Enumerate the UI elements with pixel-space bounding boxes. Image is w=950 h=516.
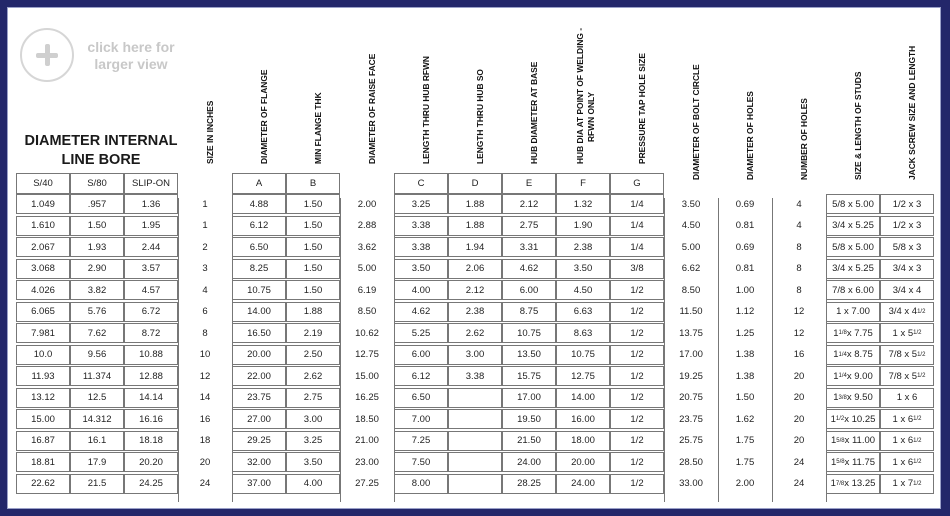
- cell-s40: 13.12: [16, 388, 70, 408]
- cell-d: 2.38: [448, 302, 502, 322]
- cell-hd: 1.75: [718, 431, 772, 451]
- cell-rf: 15.00: [340, 366, 394, 386]
- cell-hd: 0.69: [718, 237, 772, 257]
- cell-size: 18: [178, 431, 232, 451]
- cell-s40: 15.00: [16, 409, 70, 429]
- cell-nh: 16: [772, 345, 826, 365]
- cell-g: 1/2: [610, 323, 664, 343]
- column-separator: [772, 198, 773, 502]
- cell-size: 8: [178, 323, 232, 343]
- cell-slipon: 20.20: [124, 452, 178, 472]
- cell-jack: 5/8 x 3: [880, 237, 934, 257]
- cell-g: 1/2: [610, 366, 664, 386]
- cell-slipon: 1.36: [124, 194, 178, 214]
- cell-b: 4.00: [286, 474, 340, 494]
- subheader-s80: S/80: [70, 173, 124, 194]
- column-separator: [232, 198, 233, 502]
- cell-nh: 4: [772, 216, 826, 236]
- cell-s80: 17.9: [70, 452, 124, 472]
- header-number-holes: NUMBER OF HOLES: [799, 98, 809, 180]
- cell-hd: 0.81: [718, 216, 772, 236]
- cell-e: 6.00: [502, 280, 556, 300]
- cell-slipon: 3.57: [124, 259, 178, 279]
- column-separator: [664, 198, 665, 502]
- cell-a: 23.75: [232, 388, 286, 408]
- cell-b: 2.19: [286, 323, 340, 343]
- cell-a: 37.00: [232, 474, 286, 494]
- header-hub-base: HUB DIAMETER AT BASE: [529, 61, 539, 164]
- cell-stud: 1 1/2 x 10.25: [826, 409, 880, 429]
- header-min-flange-thk: MIN FLANGE THK: [313, 92, 323, 164]
- cell-hd: 1.62: [718, 409, 772, 429]
- cell-f: 2.38: [556, 237, 610, 257]
- cell-stud: 7/8 x 6.00: [826, 280, 880, 300]
- cell-stud: 1 5/8 x 11.75: [826, 452, 880, 472]
- header-hub-weld-line2: RFWN ONLY: [586, 92, 596, 142]
- cell-bc: 20.75: [664, 388, 718, 408]
- cell-bc: 8.50: [664, 280, 718, 300]
- cell-nh: 24: [772, 474, 826, 494]
- larger-view-line2[interactable]: larger view: [94, 56, 168, 72]
- cell-hd: 0.81: [718, 259, 772, 279]
- cell-size: 10: [178, 345, 232, 365]
- cell-f: 18.00: [556, 431, 610, 451]
- cell-e: 19.50: [502, 409, 556, 429]
- cell-c: 7.00: [394, 409, 448, 429]
- header-tap-hole: PRESSURE TAP HOLE SIZE: [637, 53, 647, 164]
- cell-s40: 3.068: [16, 259, 70, 279]
- cell-nh: 8: [772, 280, 826, 300]
- cell-s80: 2.90: [70, 259, 124, 279]
- cell-c: 6.12: [394, 366, 448, 386]
- cell-slipon: 18.18: [124, 431, 178, 451]
- cell-a: 22.00: [232, 366, 286, 386]
- cell-s40: 22.62: [16, 474, 70, 494]
- cell-bc: 13.75: [664, 323, 718, 343]
- cell-nh: 24: [772, 452, 826, 472]
- cell-s80: 1.50: [70, 216, 124, 236]
- cell-hd: 1.12: [718, 302, 772, 322]
- column-separator: [826, 198, 827, 502]
- cell-size: 20: [178, 452, 232, 472]
- cell-b: 2.75: [286, 388, 340, 408]
- cell-f: 1.90: [556, 216, 610, 236]
- cell-nh: 20: [772, 409, 826, 429]
- cell-d: [448, 431, 502, 451]
- cell-nh: 8: [772, 237, 826, 257]
- cell-c: 6.50: [394, 388, 448, 408]
- cell-e: 13.50: [502, 345, 556, 365]
- cell-a: 6.12: [232, 216, 286, 236]
- cell-s80: 11.374: [70, 366, 124, 386]
- subheader-s40: S/40: [16, 173, 70, 194]
- cell-a: 27.00: [232, 409, 286, 429]
- cell-nh: 8: [772, 259, 826, 279]
- cell-slipon: 8.72: [124, 323, 178, 343]
- cell-bc: 25.75: [664, 431, 718, 451]
- cell-s40: 1.049: [16, 194, 70, 214]
- cell-f: 4.50: [556, 280, 610, 300]
- cell-a: 16.50: [232, 323, 286, 343]
- column-separator: [178, 198, 179, 502]
- cell-rf: 16.25: [340, 388, 394, 408]
- cell-hd: 1.25: [718, 323, 772, 343]
- cell-nh: 12: [772, 302, 826, 322]
- subheader-d: D: [448, 173, 502, 194]
- cell-a: 8.25: [232, 259, 286, 279]
- cell-size: 14: [178, 388, 232, 408]
- larger-view-link[interactable]: [76, 39, 186, 73]
- cell-stud: 1 x 7.00: [826, 302, 880, 322]
- cell-s80: 14.312: [70, 409, 124, 429]
- cell-a: 6.50: [232, 237, 286, 257]
- cell-size: 24: [178, 474, 232, 494]
- cell-d: 2.06: [448, 259, 502, 279]
- cell-slipon: 2.44: [124, 237, 178, 257]
- cell-bc: 5.00: [664, 237, 718, 257]
- cell-size: 2: [178, 237, 232, 257]
- cell-a: 4.88: [232, 194, 286, 214]
- cell-stud: 1 7/8 x 13.25: [826, 474, 880, 494]
- cell-jack: 3/4 x 4 1/2: [880, 302, 934, 322]
- cell-jack: 1/2 x 3: [880, 194, 934, 214]
- subheader-slipon: SLIP-ON: [124, 173, 178, 194]
- cell-jack: 7/8 x 5 1/2: [880, 366, 934, 386]
- cell-b: 1.88: [286, 302, 340, 322]
- cell-s40: 18.81: [16, 452, 70, 472]
- cell-c: 6.00: [394, 345, 448, 365]
- cell-bc: 28.50: [664, 452, 718, 472]
- cell-e: 17.00: [502, 388, 556, 408]
- cell-f: 10.75: [556, 345, 610, 365]
- cell-a: 14.00: [232, 302, 286, 322]
- cell-bc: 6.62: [664, 259, 718, 279]
- cell-s40: 11.93: [16, 366, 70, 386]
- cell-rf: 2.88: [340, 216, 394, 236]
- column-separator: [340, 198, 341, 502]
- cell-jack: 3/4 x 3: [880, 259, 934, 279]
- cell-b: 2.62: [286, 366, 340, 386]
- header-flange-diameter: DIAMETER OF FLANGE: [259, 69, 269, 164]
- spec-sheet-frame: [7, 7, 941, 509]
- cell-e: 15.75: [502, 366, 556, 386]
- subheader-a: A: [232, 173, 286, 194]
- header-length-rfwn: LENGTH THRU HUB RFWN: [421, 56, 431, 164]
- cell-slipon: 6.72: [124, 302, 178, 322]
- cell-g: 1/4: [610, 216, 664, 236]
- cell-bc: 19.25: [664, 366, 718, 386]
- cell-b: 1.50: [286, 237, 340, 257]
- table-title: [16, 132, 186, 170]
- cell-s40: 16.87: [16, 431, 70, 451]
- subheader-e: E: [502, 173, 556, 194]
- cell-b: 1.50: [286, 216, 340, 236]
- cell-stud: 1 1/8 x 7.75: [826, 323, 880, 343]
- cell-g: 1/4: [610, 194, 664, 214]
- cell-c: 8.00: [394, 474, 448, 494]
- cell-s80: 16.1: [70, 431, 124, 451]
- cell-jack: 1 x 7 1/2: [880, 474, 934, 494]
- cell-s80: 12.5: [70, 388, 124, 408]
- cell-nh: 20: [772, 431, 826, 451]
- larger-view-line1[interactable]: click here for: [87, 39, 175, 55]
- cell-e: 21.50: [502, 431, 556, 451]
- subheader-f: F: [556, 173, 610, 194]
- cell-b: 3.00: [286, 409, 340, 429]
- cell-slipon: 14.14: [124, 388, 178, 408]
- header-jack-screw: JACK SCREW SIZE AND LENGTH: [907, 45, 917, 180]
- cell-jack: 3/4 x 4: [880, 280, 934, 300]
- cell-size: 12: [178, 366, 232, 386]
- cell-jack: 1 x 6 1/2: [880, 409, 934, 429]
- cell-bc: 3.50: [664, 194, 718, 214]
- cell-d: 1.88: [448, 216, 502, 236]
- cell-rf: 5.00: [340, 259, 394, 279]
- cell-slipon: 12.88: [124, 366, 178, 386]
- cell-slipon: 1.95: [124, 216, 178, 236]
- cell-e: 3.31: [502, 237, 556, 257]
- table-title-line2: LINE BORE: [61, 152, 141, 168]
- cell-d: 3.00: [448, 345, 502, 365]
- cell-c: 3.50: [394, 259, 448, 279]
- cell-jack: 1 x 6 1/2: [880, 452, 934, 472]
- cell-c: 7.50: [394, 452, 448, 472]
- cell-stud: 1 5/8 x 11.00: [826, 431, 880, 451]
- cell-size: 1: [178, 194, 232, 214]
- cell-g: 1/2: [610, 388, 664, 408]
- cell-c: 4.00: [394, 280, 448, 300]
- cell-e: 28.25: [502, 474, 556, 494]
- cell-f: 14.00: [556, 388, 610, 408]
- cell-nh: 20: [772, 366, 826, 386]
- cell-bc: 11.50: [664, 302, 718, 322]
- cell-hd: 0.69: [718, 194, 772, 214]
- cell-hd: 1.50: [718, 388, 772, 408]
- cell-hd: 1.00: [718, 280, 772, 300]
- cell-g: 3/8: [610, 259, 664, 279]
- cell-s80: 9.56: [70, 345, 124, 365]
- subheader-c: C: [394, 173, 448, 194]
- cell-rf: 18.50: [340, 409, 394, 429]
- cell-s40: 1.610: [16, 216, 70, 236]
- cell-slipon: 4.57: [124, 280, 178, 300]
- cell-g: 1/2: [610, 280, 664, 300]
- cell-f: 12.75: [556, 366, 610, 386]
- cell-e: 2.12: [502, 194, 556, 214]
- cell-s40: 7.981: [16, 323, 70, 343]
- cell-hd: 1.75: [718, 452, 772, 472]
- cell-s40: 6.065: [16, 302, 70, 322]
- cell-b: 1.50: [286, 259, 340, 279]
- cell-s80: 5.76: [70, 302, 124, 322]
- header-hub-weld-line1: HUB DIA AT POINT OF WELDING -: [575, 27, 585, 164]
- cell-g: 1/2: [610, 345, 664, 365]
- cell-nh: 4: [772, 194, 826, 214]
- cell-g: 1/2: [610, 431, 664, 451]
- cell-e: 4.62: [502, 259, 556, 279]
- cell-e: 2.75: [502, 216, 556, 236]
- cell-e: 10.75: [502, 323, 556, 343]
- cell-d: 3.38: [448, 366, 502, 386]
- cell-d: 2.12: [448, 280, 502, 300]
- header-size: SIZE IN INCHES: [205, 100, 215, 164]
- cell-e: 8.75: [502, 302, 556, 322]
- table-title-line1: DIAMETER INTERNAL: [24, 133, 178, 149]
- cell-jack: 7/8 x 5 1/2: [880, 345, 934, 365]
- subheader-b: B: [286, 173, 340, 194]
- cell-g: 1/4: [610, 237, 664, 257]
- cell-g: 1/2: [610, 474, 664, 494]
- cell-size: 4: [178, 280, 232, 300]
- header-raise-face: DIAMETER OF RAISE FACE: [367, 53, 377, 164]
- cell-s80: 1.93: [70, 237, 124, 257]
- cell-s40: 10.0: [16, 345, 70, 365]
- cell-rf: 21.00: [340, 431, 394, 451]
- cell-g: 1/2: [610, 409, 664, 429]
- cell-d: 1.88: [448, 194, 502, 214]
- cell-b: 2.50: [286, 345, 340, 365]
- cell-g: 1/2: [610, 452, 664, 472]
- cell-hd: 1.38: [718, 366, 772, 386]
- cell-stud: 3/4 x 5.25: [826, 259, 880, 279]
- cell-rf: 6.19: [340, 280, 394, 300]
- cell-b: 1.50: [286, 280, 340, 300]
- cell-bc: 23.75: [664, 409, 718, 429]
- cell-slipon: 16.16: [124, 409, 178, 429]
- cell-d: [448, 409, 502, 429]
- cell-size: 6: [178, 302, 232, 322]
- cell-nh: 20: [772, 388, 826, 408]
- cell-nh: 12: [772, 323, 826, 343]
- cell-stud: 1 1/4 x 9.00: [826, 366, 880, 386]
- header-length-so: LENGTH THRU HUB SO: [475, 69, 485, 164]
- cell-jack: 1/2 x 3: [880, 216, 934, 236]
- cell-s40: 2.067: [16, 237, 70, 257]
- cell-rf: 12.75: [340, 345, 394, 365]
- header-bolt-circle: DIAMETER OF BOLT CIRCLE: [691, 64, 701, 180]
- cell-jack: 1 x 6 1/2: [880, 431, 934, 451]
- cell-bc: 17.00: [664, 345, 718, 365]
- cell-rf: 23.00: [340, 452, 394, 472]
- cell-rf: 10.62: [340, 323, 394, 343]
- cell-a: 20.00: [232, 345, 286, 365]
- subheader-g: G: [610, 173, 664, 194]
- cell-bc: 4.50: [664, 216, 718, 236]
- cell-g: 1/2: [610, 302, 664, 322]
- cell-d: 2.62: [448, 323, 502, 343]
- cell-slipon: 24.25: [124, 474, 178, 494]
- cell-stud: 3/4 x 5.25: [826, 216, 880, 236]
- cell-f: 8.63: [556, 323, 610, 343]
- cell-c: 7.25: [394, 431, 448, 451]
- header-hole-diameter: DIAMETER OF HOLES: [745, 91, 755, 180]
- cell-bc: 33.00: [664, 474, 718, 494]
- cell-d: [448, 452, 502, 472]
- column-separator: [394, 198, 395, 502]
- cell-b: 1.50: [286, 194, 340, 214]
- cell-c: 3.38: [394, 237, 448, 257]
- cell-s80: 3.82: [70, 280, 124, 300]
- cell-s40: 4.026: [16, 280, 70, 300]
- cell-c: 4.62: [394, 302, 448, 322]
- cell-s80: .957: [70, 194, 124, 214]
- cell-rf: 3.62: [340, 237, 394, 257]
- cell-slipon: 10.88: [124, 345, 178, 365]
- cell-b: 3.25: [286, 431, 340, 451]
- cell-rf: 27.25: [340, 474, 394, 494]
- cell-jack: 1 x 6: [880, 388, 934, 408]
- cell-rf: 2.00: [340, 194, 394, 214]
- cell-c: 3.25: [394, 194, 448, 214]
- cell-b: 3.50: [286, 452, 340, 472]
- cell-f: 16.00: [556, 409, 610, 429]
- column-separator: [718, 198, 719, 502]
- cell-f: 20.00: [556, 452, 610, 472]
- header-studs: SIZE & LENGTH OF STUDS: [853, 71, 863, 180]
- cell-size: 1: [178, 216, 232, 236]
- cell-stud: 1 1/4 x 8.75: [826, 345, 880, 365]
- cell-e: 24.00: [502, 452, 556, 472]
- cell-hd: 1.38: [718, 345, 772, 365]
- cell-stud: 1 3/8 x 9.50: [826, 388, 880, 408]
- cell-rf: 8.50: [340, 302, 394, 322]
- header-hub-weld: [556, 8, 610, 178]
- cell-d: 1.94: [448, 237, 502, 257]
- cell-f: 1.32: [556, 194, 610, 214]
- cell-stud: 5/8 x 5.00: [826, 194, 880, 214]
- cell-a: 29.25: [232, 431, 286, 451]
- cell-stud: 5/8 x 5.00: [826, 237, 880, 257]
- cell-hd: 2.00: [718, 474, 772, 494]
- cell-a: 10.75: [232, 280, 286, 300]
- cell-jack: 1 x 5 1/2: [880, 323, 934, 343]
- cell-c: 5.25: [394, 323, 448, 343]
- cell-a: 32.00: [232, 452, 286, 472]
- cell-f: 3.50: [556, 259, 610, 279]
- cell-size: 3: [178, 259, 232, 279]
- cell-s80: 21.5: [70, 474, 124, 494]
- cell-size: 16: [178, 409, 232, 429]
- cell-s80: 7.62: [70, 323, 124, 343]
- cell-f: 24.00: [556, 474, 610, 494]
- zoom-plus-icon[interactable]: [20, 28, 74, 82]
- cell-f: 6.63: [556, 302, 610, 322]
- cell-d: [448, 474, 502, 494]
- cell-d: [448, 388, 502, 408]
- cell-c: 3.38: [394, 216, 448, 236]
